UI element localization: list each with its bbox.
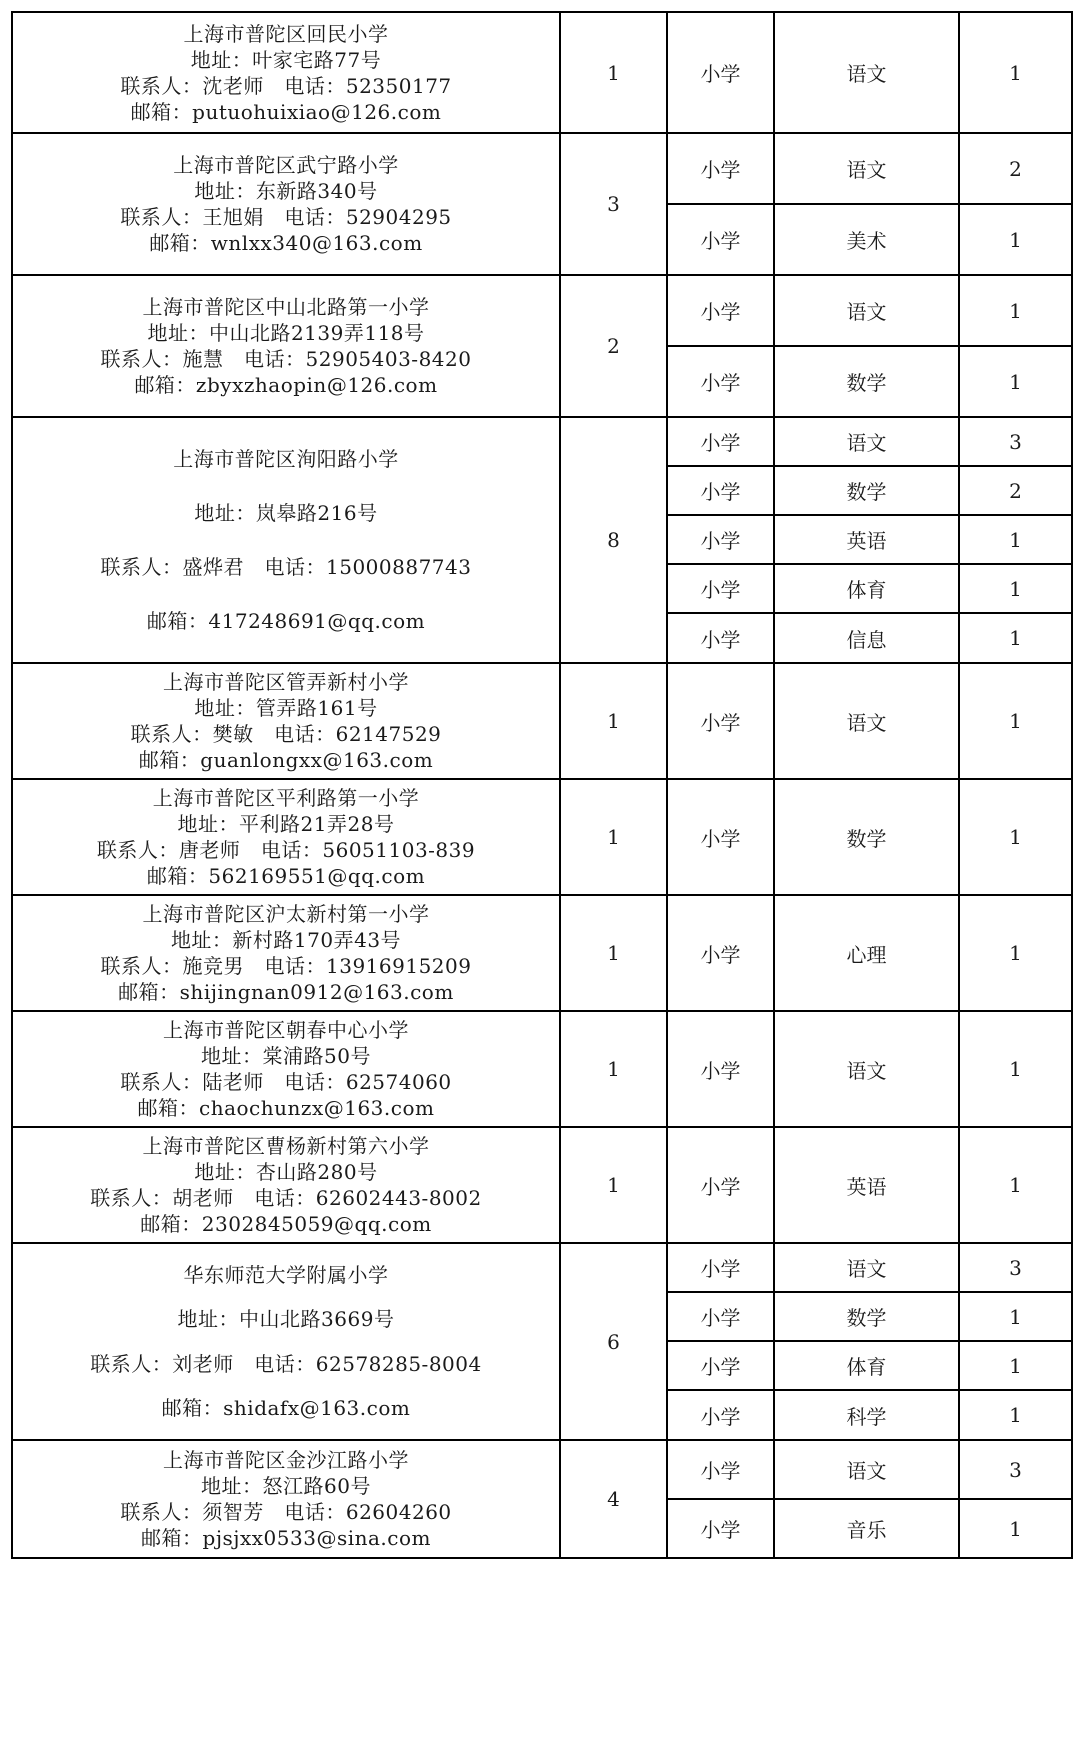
opening-count: 1: [959, 564, 1072, 613]
school-level: 小学: [667, 133, 774, 204]
school-info: [13, 1128, 559, 1242]
opening-count: 2: [959, 466, 1072, 515]
total-openings: 1: [560, 895, 667, 1011]
subject: 数学: [774, 346, 959, 417]
school-contact: 联系人：施竞男 电话：13916915209: [100, 954, 472, 978]
total-openings: 1: [560, 1011, 667, 1127]
school-address: 地址：岚皋路216号: [194, 501, 378, 525]
school-info: [13, 664, 559, 778]
opening-count: 3: [959, 1243, 1072, 1292]
school-contact: 联系人：盛烨君 电话：15000887743: [100, 555, 472, 579]
table-row: [12, 275, 1072, 346]
table-row: [12, 779, 1072, 895]
total-openings: 1: [560, 779, 667, 895]
school-level: 小学: [667, 275, 774, 346]
school-name: 上海市普陀区回民小学: [183, 21, 389, 46]
subject: 英语: [774, 515, 959, 564]
opening-count: 1: [959, 895, 1072, 1011]
school-level: 小学: [667, 12, 774, 133]
school-address: 地址：平利路21弄28号: [177, 812, 395, 836]
school-level: 小学: [667, 663, 774, 779]
subject: 信息: [774, 613, 959, 663]
school-info: [13, 780, 559, 894]
school-address: 地址：棠浦路50号: [201, 1044, 371, 1068]
table-row: [12, 417, 1072, 466]
table-row: [12, 895, 1072, 1011]
school-info-cell: [12, 417, 560, 663]
school-address: 地址：东新路340号: [194, 179, 378, 203]
table-row: [12, 1011, 1072, 1127]
school-name: 上海市普陀区管弄新村小学: [163, 670, 409, 694]
subject: 语文: [774, 417, 959, 466]
school-info-cell: [12, 779, 560, 895]
school-name: 上海市普陀区朝春中心小学: [163, 1018, 409, 1042]
opening-count: 1: [959, 275, 1072, 346]
school-email: 邮箱：562169551@qq.com: [146, 864, 426, 888]
subject: 语文: [774, 1243, 959, 1292]
school-contact: 联系人：施慧 电话：52905403-8420: [100, 347, 472, 371]
opening-count: 1: [959, 1390, 1072, 1440]
total-openings: 3: [560, 133, 667, 275]
opening-count: 1: [959, 204, 1072, 275]
school-name: 上海市普陀区平利路第一小学: [152, 786, 420, 810]
school-name: 上海市普陀区金沙江路小学: [163, 1448, 409, 1472]
school-level: 小学: [667, 417, 774, 466]
school-name: 上海市普陀区沪太新村第一小学: [142, 902, 430, 926]
school-address: 地址：新村路170弄43号: [170, 928, 402, 952]
school-level: 小学: [667, 346, 774, 417]
school-level: 小学: [667, 1127, 774, 1243]
subject: 美术: [774, 204, 959, 275]
opening-count: 1: [959, 515, 1072, 564]
recruitment-table-body: [12, 12, 1072, 1558]
school-level: 小学: [667, 613, 774, 663]
school-email: 邮箱：wnlxx340@163.com: [149, 231, 423, 255]
subject: 数学: [774, 466, 959, 515]
school-level: 小学: [667, 1243, 774, 1292]
school-contact: 联系人：胡老师 电话：62602443-8002: [90, 1186, 482, 1210]
school-contact: 联系人：樊敏 电话：62147529: [130, 722, 442, 746]
school-info-cell: [12, 1440, 560, 1558]
school-info: [13, 418, 559, 662]
school-level: 小学: [667, 1341, 774, 1390]
school-contact: 联系人：刘老师 电话：62578285-8004: [90, 1351, 482, 1376]
subject: 语文: [774, 1440, 959, 1499]
table-row: [12, 663, 1072, 779]
subject: 英语: [774, 1127, 959, 1243]
opening-count: 1: [959, 346, 1072, 417]
school-info: [13, 1012, 559, 1126]
school-email: 邮箱：shijingnan0912@163.com: [118, 980, 454, 1004]
school-contact: 联系人：沈老师 电话：52350177: [120, 73, 452, 98]
opening-count: 1: [959, 12, 1072, 133]
table-row: [12, 1440, 1072, 1499]
subject: 语文: [774, 663, 959, 779]
total-openings: 6: [560, 1243, 667, 1440]
opening-count: 2: [959, 133, 1072, 204]
subject: 心理: [774, 895, 959, 1011]
school-contact: 联系人：唐老师 电话：56051103-839: [96, 838, 476, 862]
school-info: [13, 1244, 559, 1439]
subject: 数学: [774, 1292, 959, 1341]
opening-count: 1: [959, 1499, 1072, 1558]
opening-count: 1: [959, 1341, 1072, 1390]
school-info-cell: [12, 895, 560, 1011]
school-info-cell: [12, 663, 560, 779]
school-email: 邮箱：zbyxzhaopin@126.com: [134, 373, 438, 397]
school-email: 邮箱：pjsjxx0533@sina.com: [141, 1526, 431, 1550]
table-row: [12, 1127, 1072, 1243]
subject: 音乐: [774, 1499, 959, 1558]
table-row: [12, 133, 1072, 204]
total-openings: 8: [560, 417, 667, 663]
school-address: 地址：杏山路280号: [194, 1160, 378, 1184]
subject: 语文: [774, 133, 959, 204]
total-openings: 1: [560, 663, 667, 779]
opening-count: 1: [959, 1011, 1072, 1127]
opening-count: 1: [959, 1127, 1072, 1243]
school-contact: 联系人：须智芳 电话：62604260: [120, 1500, 452, 1524]
school-address: 地址：怒江路60号: [201, 1474, 371, 1498]
school-level: 小学: [667, 564, 774, 613]
school-name: 上海市普陀区武宁路小学: [173, 153, 399, 177]
school-info: [13, 13, 559, 132]
total-openings: 4: [560, 1440, 667, 1558]
school-email: 邮箱：guanlongxx@163.com: [138, 748, 434, 772]
school-level: 小学: [667, 1390, 774, 1440]
school-email: 邮箱：417248691@qq.com: [146, 609, 426, 633]
subject: 体育: [774, 564, 959, 613]
school-info-cell: [12, 12, 560, 133]
school-name: 上海市普陀区中山北路第一小学: [142, 295, 430, 319]
school-address: 地址：中山北路3669号: [177, 1307, 395, 1332]
opening-count: 1: [959, 779, 1072, 895]
total-openings: 1: [560, 12, 667, 133]
school-info-cell: [12, 1243, 560, 1440]
subject: 数学: [774, 779, 959, 895]
school-email: 邮箱：2302845059@qq.com: [140, 1212, 432, 1236]
school-contact: 联系人：王旭娟 电话：52904295: [120, 205, 452, 229]
school-address: 地址：中山北路2139弄118号: [147, 321, 425, 345]
school-email: 邮箱：putuohuixiao@126.com: [130, 99, 442, 124]
school-level: 小学: [667, 204, 774, 275]
school-level: 小学: [667, 1440, 774, 1499]
school-level: 小学: [667, 779, 774, 895]
subject: 科学: [774, 1390, 959, 1440]
total-openings: 1: [560, 1127, 667, 1243]
school-level: 小学: [667, 515, 774, 564]
school-info-cell: [12, 275, 560, 417]
school-info-cell: [12, 1011, 560, 1127]
school-level: 小学: [667, 895, 774, 1011]
school-info: [13, 896, 559, 1010]
opening-count: 1: [959, 613, 1072, 663]
subject: 语文: [774, 12, 959, 133]
school-info: [13, 134, 559, 274]
opening-count: 3: [959, 417, 1072, 466]
school-level: 小学: [667, 1499, 774, 1558]
school-name: 华东师范大学附属小学: [183, 1263, 389, 1288]
subject: 体育: [774, 1341, 959, 1390]
opening-count: 3: [959, 1440, 1072, 1499]
table-row: [12, 12, 1072, 133]
school-level: 小学: [667, 1011, 774, 1127]
recruitment-table: [11, 11, 1073, 1559]
subject: 语文: [774, 275, 959, 346]
total-openings: 2: [560, 275, 667, 417]
school-name: 上海市普陀区洵阳路小学: [173, 447, 399, 471]
school-email: 邮箱：chaochunzx@163.com: [137, 1096, 435, 1120]
subject: 语文: [774, 1011, 959, 1127]
school-address: 地址：管弄路161号: [194, 696, 378, 720]
school-level: 小学: [667, 466, 774, 515]
school-address: 地址：叶家宅路77号: [190, 47, 382, 72]
school-name: 上海市普陀区曹杨新村第六小学: [142, 1134, 430, 1158]
school-level: 小学: [667, 1292, 774, 1341]
opening-count: 1: [959, 663, 1072, 779]
school-email: 邮箱：shidafx@163.com: [161, 1395, 411, 1420]
school-contact: 联系人：陆老师 电话：62574060: [120, 1070, 452, 1094]
school-info-cell: [12, 133, 560, 275]
school-info: [13, 276, 559, 416]
table-row: [12, 1243, 1072, 1292]
school-info: [13, 1441, 559, 1557]
school-info-cell: [12, 1127, 560, 1243]
opening-count: 1: [959, 1292, 1072, 1341]
